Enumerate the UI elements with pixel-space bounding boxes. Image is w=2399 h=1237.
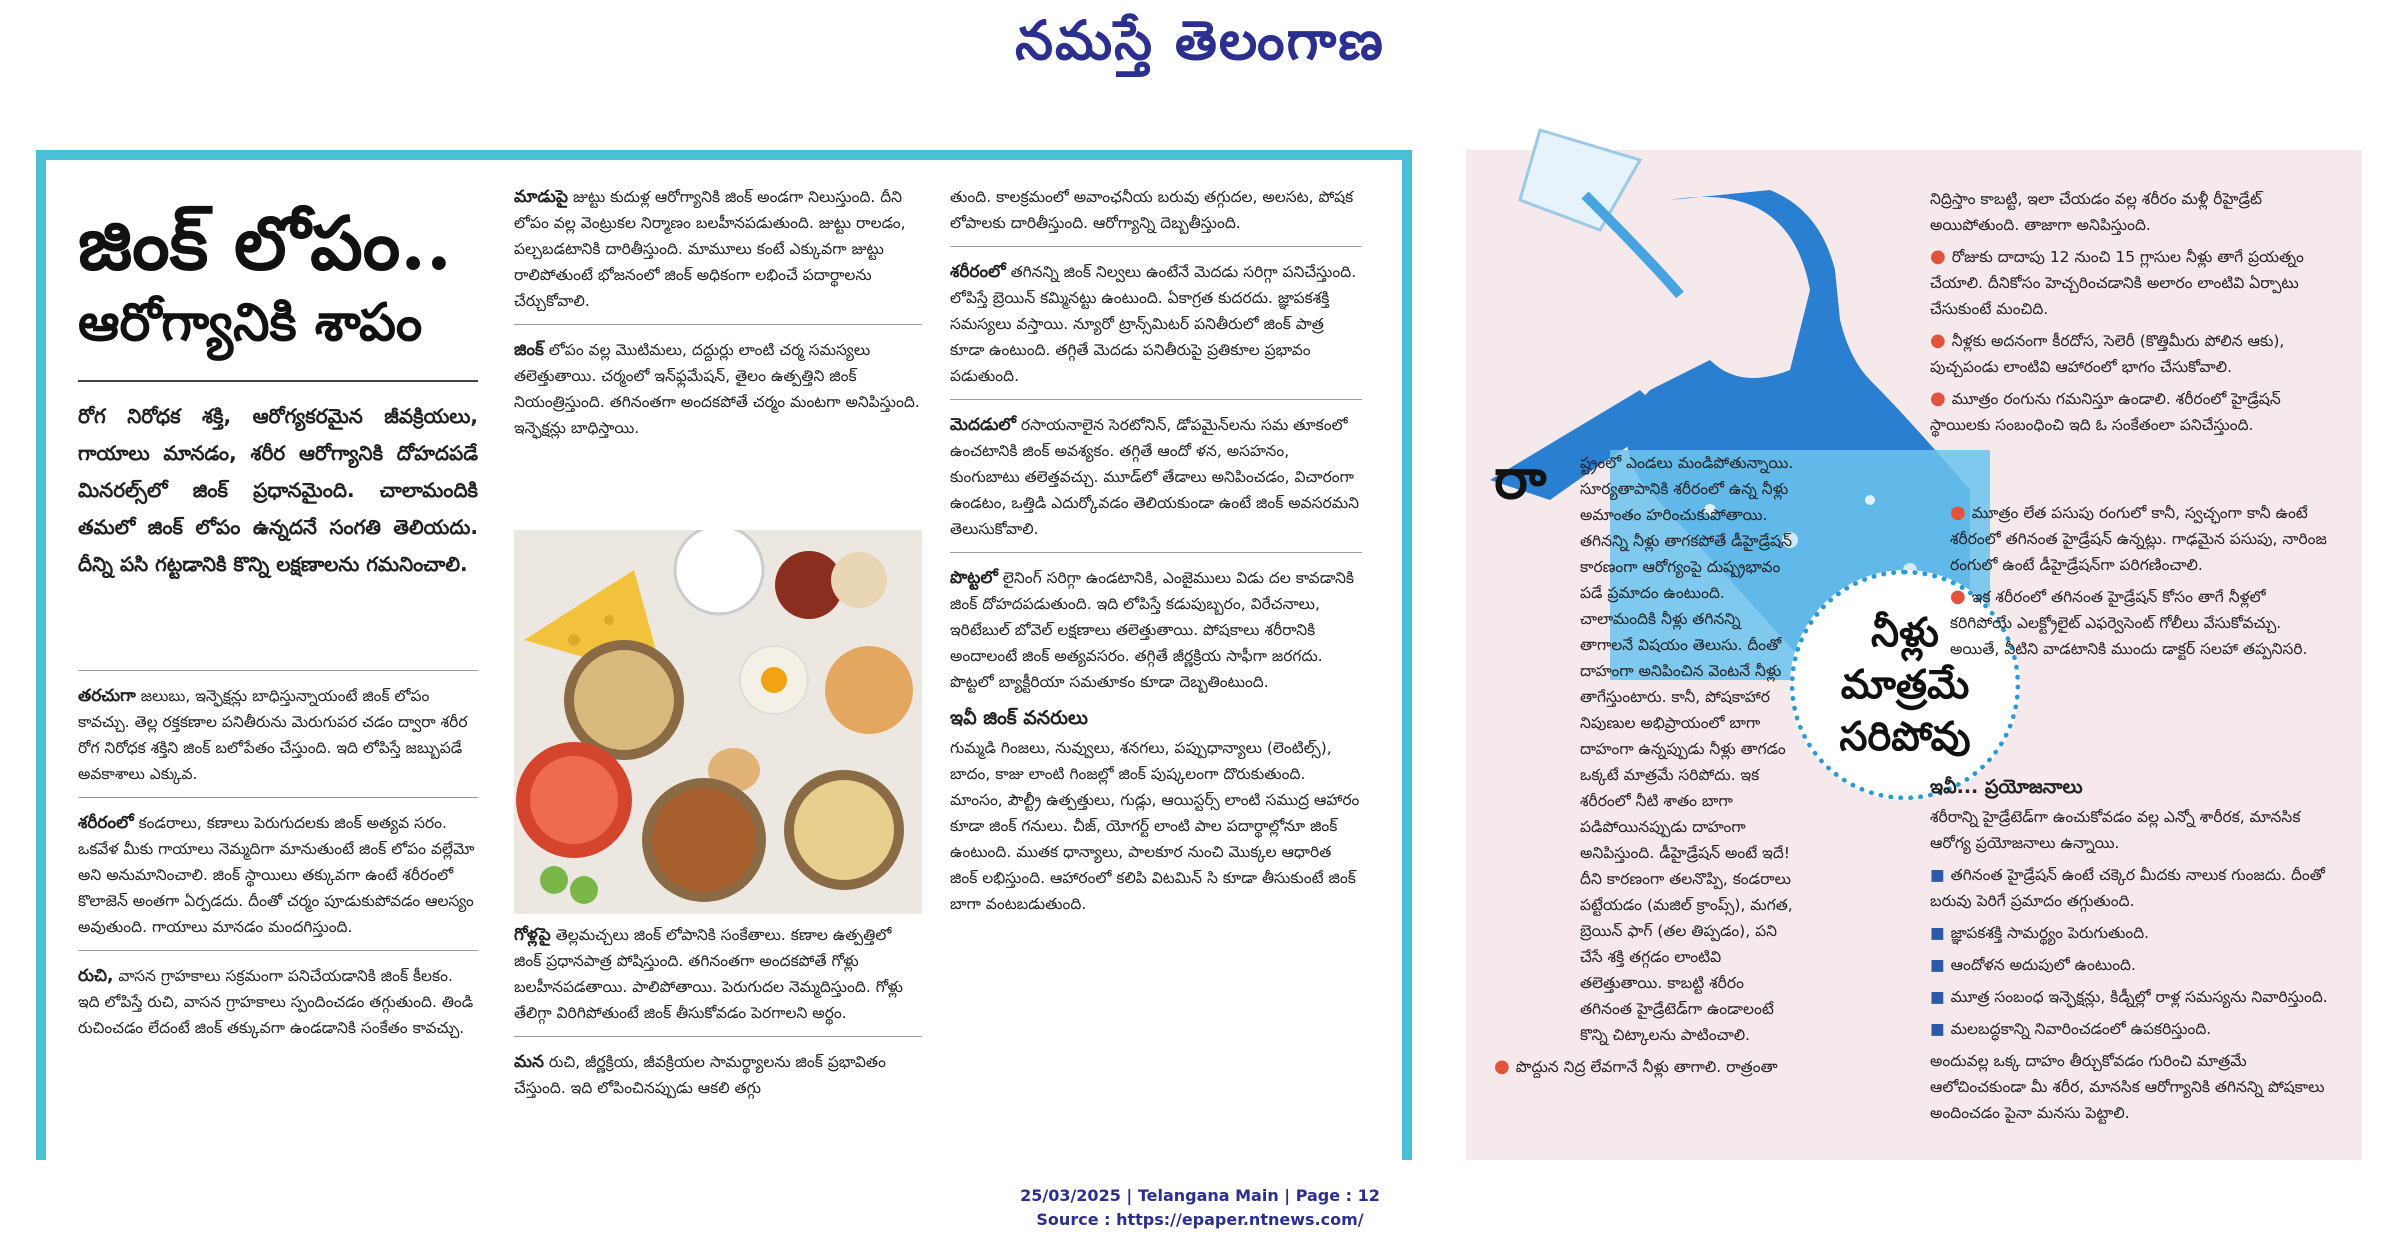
paragraph: నిద్రిస్తాం కాబట్టి, ఇలా చేయడం వల్ల శరీరం మళ్లీ రీహైడ్రేట్ అయిపోతుంది. తాజాగా అనిపిస్తుంది. bbox=[1930, 190, 2262, 234]
paragraph: శరీరంలో కండరాలు, కణాలు పెరుగుదలకు జింక్ అత్యవ సరం. ఒకవేళ మీకు గాయాలు నెమ్మదిగా మానుతుంటే జింక్ లోపం వల్లేమో అని అనుమానించాలి. జింక్ స్థాయిలు తక్కువగా ఉంటే శరీరంలో కొలాజెన్ అంతగా ఏర్పడదు. దీంతో చర్మం పూడుకుపోవడం ఆలస్యం అవుతుంది. గాయాలు మానడం మందగిస్తుంది. bbox=[78, 813, 475, 936]
benefit-item: ■ మూత్ర సంబంధ ఇన్ఫెక్షన్లు, కిడ్నీల్లో రాళ్ల సమస్యను నివారిస్తుంది. bbox=[1930, 988, 2328, 1006]
paragraph: తరచుగా జలుబు, ఇన్ఫెక్షన్లు బాధిస్తున్నాయంటే జింక్ లోపం కావచ్చు. తెల్ల రక్తకణాల పనితీరును మెరుగుపర చడం ద్వారా శరీర రోగ నిరోధక శక్తిని జింక్ బలోపేతం చేస్తుంది. ఇది లోపిస్తే జబ్బుపడే అవకాశాలు ఎక్కువ. bbox=[78, 686, 468, 783]
right-column-1 bbox=[1494, 450, 1794, 1086]
left-column-2-bottom bbox=[514, 922, 922, 1111]
right-column-2-top bbox=[1930, 186, 2330, 444]
page-footer bbox=[1000, 1184, 1400, 1232]
headline-line-1: జింక్ లోపం.. bbox=[78, 201, 452, 287]
bullet-item: ● నీళ్లకు అదనంగా కీరదోస, సెలెరీ (కొత్తిమీరు పోలిన ఆకు), పుచ్చపండు లాంటివి ఆహారంలో భాగం చేసుకోవాలి. bbox=[1930, 330, 2285, 376]
bullet-item: ● రోజుకు దాదాపు 12 నుంచి 15 గ్లాసుల నీళ్లు తాగే ప్రయత్నం చేయాలి. దీనికోసం హెచ్చరించడానికి అలారం లాంటివి ఏర్పాటు చేసుకుంటే మంచిది. bbox=[1930, 246, 2304, 318]
article-intro: రోగ నిరోధక శక్తి, ఆరోగ్యకరమైన జీవక్రియలు, గాయాలు మానడం, శరీర ఆరోగ్యానికి దోహదపడే మినరల్స్‌లో జింక్ ప్రధానమైంది. చాలామందికి తమలో జింక్ లోపం ఉన్నదనే సంగతి తెలియదు. దీన్ని పసి గట్టడానికి కొన్ని లక్షణాలను గమనించాలి. bbox=[78, 380, 478, 583]
bullet-item: ● మూత్రం రంగును గమనిస్తూ ఉండాలి. శరీరంలో హైడ్రేషన్ స్థాయిలకు సంబంధించి ఇది ఓ సంకేతంలా పనిచేస్తుంది. bbox=[1930, 388, 2281, 434]
paragraph: శరీరంలో తగినన్ని జింక్ నిల్వలు ఉంటేనే మెదడు సరిగ్గా పనిచేస్తుంది. లోపిస్తే బ్రెయిన్ కమ్మినట్టు ఉంటుంది. ఏకాగ్రత కుదరదు. జ్ఞాపకశక్తి సమస్యలు వస్తాయి. న్యూరో ట్రాన్స్‌మిటర్ పనితీరులో జింక్ పాత్ర కూడా ఉంటుంది. తగ్గితే మెదడు పనితీరుపై ప్రతికూల ప్రభావం పడుతుంది. bbox=[950, 262, 1357, 385]
article-headline bbox=[78, 200, 498, 358]
zinc-foods-illustration bbox=[514, 530, 922, 914]
bullet-item: ● పొద్దున నిద్ర లేవగానే నీళ్లు తాగాలి. రాత్రంతా bbox=[1494, 1056, 1778, 1077]
bullet-item: ● మూత్రం లేత పసుపు రంగులో కానీ, స్వచ్ఛంగా కానీ ఉంటే శరీరంలో తగినంత హైడ్రేషన్ ఉన్నట్లు. గాఢమైన పసుపు, నారింజ రంగులో ఉంటే డీహైడ్రేషన్‌గా పరిగణించాలి. bbox=[1950, 502, 2327, 574]
badge-line-2: మాత్రమే bbox=[1840, 661, 1970, 708]
paragraph: మాడుపై జుట్టు కుదుళ్ల ఆరోగ్యానికి జింక్ అండగా నిలుస్తుంది. దీని లోపం వల్ల వెంట్రుకల నిర్మాణం బలహీనపడుతుంది. జుట్టు రాలడం, పల్చబడటానికి దారితీస్తుంది. మామూలు కంటే ఎక్కువగా జుట్టు రాలిపోతుంటే భోజనంలో జింక్ అధికంగా లభించే పదార్థాలను చేర్చుకోవాలి. bbox=[514, 187, 906, 310]
benefits-heading: ఇవీ... ప్రయోజనాలు bbox=[1930, 776, 2083, 798]
badge-line-1: నీళ్లు bbox=[1871, 609, 1939, 656]
paragraph: అందువల్ల ఒక్క దాహం తీర్చుకోవడం గురించి మాత్రమే ఆలోచించకుండా మీ శరీర, మానసిక ఆరోగ్యానికి తగినన్ని పోషకాలు అందించడం పైనా మనసు పెట్టాలి. bbox=[1930, 1052, 2325, 1122]
sources-heading: ఇవీ జింక్ వనరులు bbox=[950, 707, 1089, 729]
drop-cap: రా bbox=[1494, 446, 1547, 512]
footer-source-line: Source : https://epaper.ntnews.com/ bbox=[1036, 1210, 1364, 1229]
left-column-2-top bbox=[514, 184, 922, 451]
footer-date-line: 25/03/2025 | Telangana Main | Page : 12 bbox=[1020, 1186, 1380, 1205]
headline-line-2: ఆరోగ్యానికి శాపం bbox=[78, 292, 423, 353]
badge-line-3: సరిపోవు bbox=[1839, 713, 1971, 760]
bullet-item: ● ఇక శరీరంలో తగినంత హైడ్రేషన్ కోసం తాగే నీళ్లలో కరిగిపోయే ఎలక్ట్రోలైట్ ఎఫర్వెసెంట్ గోలీలు వేసుకోవచ్చు. అయితే, వీటిని వాడటానికి ముందు డాక్టర్ సలహా తప్పనిసరి. bbox=[1950, 586, 2308, 658]
paragraph: శరీరాన్ని హైడ్రేటెడ్‌గా ఉంచుకోవడం వల్ల ఎన్నో శారీరక, మానసిక ఆరోగ్య ప్రయోజనాలు ఉన్నాయి. bbox=[1930, 808, 2301, 852]
benefit-item: ■ జ్ఞాపకశక్తి సామర్థ్యం పెరుగుతుంది. bbox=[1930, 924, 2150, 942]
paragraph: మెదడులో రసాయనాలైన సెరటోనిన్, డోపమైన్‌లను సమ తూకంలో ఉంచటానికి జింక్ అవశ్యకం. తగ్గితే ఆందో ళన, అసహనం, కుంగుబాటు తలెత్తవచ్చు. మూడ్‌లో తేడాలు అనిపించడం, విచారంగా ఉండటం, ఒత్తిడి ఎదుర్కోవడం తెలియకుండా ఉంటే జింక్ అవసరమని తెలుసుకోవాలి. bbox=[950, 415, 1360, 538]
benefit-item: ■ తగినంత హైడ్రేషన్ ఉంటే చక్కెర మీదకు నాలుక గుంజదు. దీంతో బరువు పెరిగే ప్రమాదం తగ్గుతుంది. bbox=[1930, 866, 2325, 910]
sources-paragraph: గుమ్మడి గింజలు, నువ్వులు, శనగలు, పప్పుధాన్యాలు (లెంటిల్స్), బాదం, కాజు లాంటి గింజల్లో జింక్ పుష్కలంగా దొరుకుతుంది. మాంసం, పౌల్ట్రీ ఉత్పత్తులు, గుడ్లు, ఆయిస్టర్స్ లాంటి సముద్ర ఆహారం కూడా జింక్ గనులు. చీజ్, యోగర్ట్ లాంటి పాల పదార్థాల్లోనూ జింక్ ఉంటుంది. ముతక ధాన్యాలు, పాలకూర నుంచి మొక్కల ఆధారిత జింక్ లభిస్తుంది. ఆహారంలో కలిపి విటమిన్ సి కూడా తీసుకుంటే జింక్ బాగా వంటబడుతుంది. bbox=[950, 739, 1360, 913]
right-column-2-middle bbox=[1950, 500, 2330, 668]
left-column-3 bbox=[950, 184, 1362, 927]
masthead-logo: నమస్తే తెలంగాణ bbox=[1015, 8, 1385, 72]
paragraph: జింక్ లోపం వల్ల మొటిమలు, దద్దుర్లు లాంటి చర్మ సమస్యలు తలెత్తుతాయి. చర్మంలో ఇన్‌ఫ్లమేషన్, తైలం ఉత్పత్తిని జింక్ నియంత్రిస్తుంది. తగినంతగా అందకపోతే చర్మం మంటగా అనిపిస్తుంది. ఇన్ఫెక్షన్లు బాధిస్తాయి. bbox=[514, 340, 920, 437]
left-column-1 bbox=[78, 660, 478, 1051]
paragraph: పొట్టలో లైనింగ్ సరిగ్గా ఉండటానికి, ఎంజైములు విడు దల కావడానికి జింక్ దోహదపడుతుంది. ఇది లోపిస్తే కడుపుబ్బరం, విరేచనాలు, ఇరిటేబుల్ బోవెల్ లక్షణాలు తలెత్తుతాయి. పోషకాలు శరీరానికి అందాలంటే జింక్ అత్యవసరం. తగ్గితే జీర్ణక్రియ సాఫీగా జరగదు. పొట్టలో బ్యాక్టీరియా సమతూకం కూడా దెబ్బతింటుంది. bbox=[950, 568, 1354, 691]
paragraph: తుంది. కాలక్రమంలో అవాంఛనీయ బరువు తగ్గుదల, అలసట, పోషక లోపాలకు దారితీస్తుంది. ఆరోగ్యాన్ని దెబ్బతీస్తుంది. bbox=[950, 188, 1354, 232]
paragraph: రుచి, వాసన గ్రాహకాలు సక్రమంగా పనిచేయడానికి జింక్ కీలకం. ఇది లోపిస్తే రుచి, వాసన గ్రాహకాలు స్పందించడం తగ్గుతుంది. తిండి రుచించడం లేదంటే జింక్ తక్కువగా ఉండడానికి సంకేతం కావచ్చు. bbox=[78, 966, 474, 1037]
paragraph: గోళ్లపై తెల్లమచ్చలు జింక్ లోపానికి సంకేతాలు. కణాల ఉత్పత్తిలో జింక్ ప్రధానపాత్ర పోషిస్తుంది. తగినంతగా అందకపోతే గోళ్లు బలహీనపడతాయి. పాలిపోతాయి. పెరుగుదల నెమ్మదిస్తుంది. గోళ్లు తేలిగ్గా విరిగిపోతుంటే జింక్ తీసుకోవడం పెరగాలని అర్థం. bbox=[514, 925, 903, 1022]
paragraph: ష్ట్రంలో ఎండలు మండిపోతున్నాయి. సూర్యతాపానికి శరీరంలో ఉన్న నీళ్లు అమాంతం హరించుకుపోతాయి. తగినన్ని నీళ్లు తాగకపోతే డీహైడ్రేషన్ కారణంగా ఆరోగ్యంపై దుష్ప్రభావం పడే ప్రమాదం ఉంటుంది. చాలామందికి నీళ్లు తగినన్ని తాగాలనే విషయం తెలుసు. దీంతో దాహంగా అనిపించిన వెంటనే నీళ్లు తాగేస్తుంటారు. కానీ, పోషకాహార నిపుణుల అభిప్రాయంలో బాగా దాహంగా ఉన్నప్పుడు నీళ్లు తాగడం ఒక్కటే మాత్రమే సరిపోదు. ఇక శరీరంలో నీటి శాతం బాగా పడిపోయినప్పుడు దాహంగా అనిపిస్తుంది. డీహైడ్రేషన్ అంటే ఇదే! దీని కారణంగా తలనొప్పి, కండరాలు పట్టేయడం (మజిల్ క్రాంప్స్), మగత, బ్రెయిన్ ఫాగ్ (తల తిప్పడం), పని చేసే శక్తి తగ్గడం లాంటివి తలెత్తుతాయి. కాబట్టి శరీరం తగినంత హైడ్రేటెడ్‌గా ఉండాలంటే కొన్ని చిట్కాలను పాటించాలి. bbox=[1580, 454, 1794, 1044]
benefit-item: ■ ఆందోళన అదుపులో ఉంటుంది. bbox=[1930, 956, 2136, 974]
right-column-2-bottom bbox=[1930, 768, 2330, 1132]
paragraph: మన రుచి, జీర్ణక్రియ, జీవక్రియల సామర్థ్యాలను జింక్ ప్రభావితం చేస్తుంది. ఇది లోపించినప్పుడు ఆకలి తగ్గు bbox=[514, 1052, 886, 1097]
benefit-item: ■ మలబద్ధకాన్ని నివారించడంలో ఉపకరిస్తుంది. bbox=[1930, 1020, 2212, 1038]
